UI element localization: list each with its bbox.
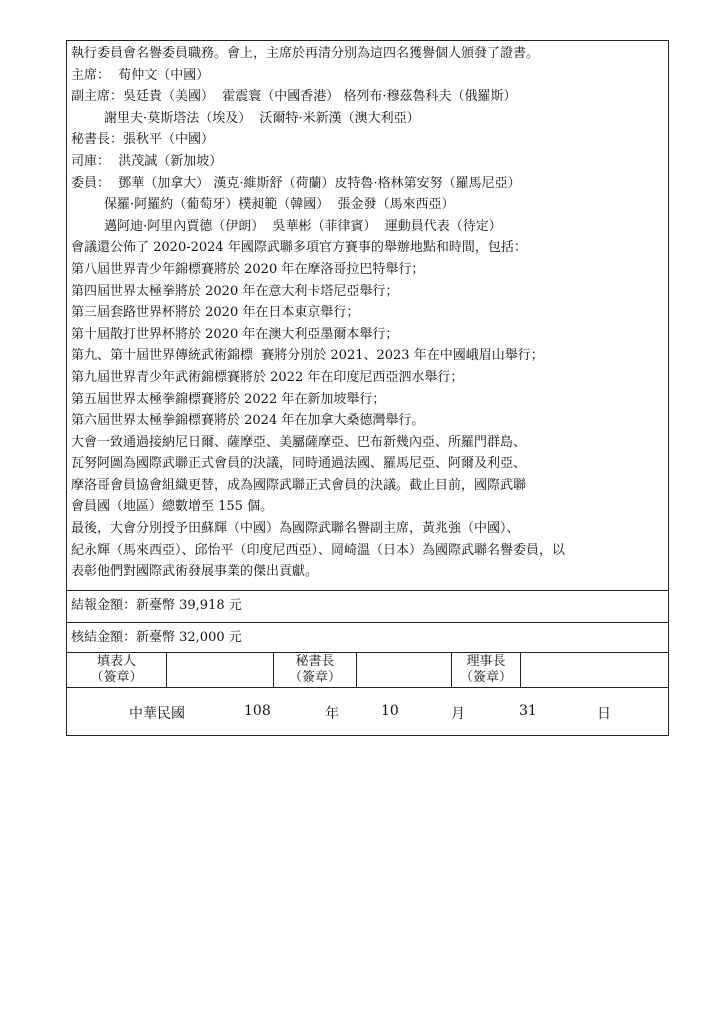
body-line: 第五屆世界太極拳錦標賽將於 2022 年在新加坡舉行； — [71, 391, 386, 407]
date-day: 31 — [519, 703, 537, 719]
chairman-label: 理事長 — [466, 654, 506, 669]
secretary-signature-box[interactable] — [357, 653, 452, 687]
body-line: 秘書長：張秋平（中國） — [71, 132, 215, 148]
date-row — [67, 688, 668, 735]
body-line: 瓦努阿圖為國際武聯正式會員的決議，同時通過法國、羅馬尼亞、阿爾及利亞、 — [71, 456, 527, 472]
chairman-label-cell — [452, 653, 521, 687]
filler-signature-box[interactable] — [167, 653, 274, 687]
filler-label: 填表人 — [96, 654, 136, 669]
body-line: 第九屆世界青少年武術錦標賽將於 2022 年在印度尼西亞泗水舉行； — [71, 369, 464, 385]
body-line: 會員國（地區）總數增至 155 個。 — [71, 499, 274, 515]
approved-amount: 核結金額：新臺幣 32,000 元 — [71, 630, 242, 645]
approved-amount-row — [67, 623, 668, 653]
body-line: 第十屆散打世界杯將於 2020 年在澳大利亞墨爾本舉行； — [71, 326, 399, 342]
body-line: 執行委員會名譽委員職務。會上，主席於再清分別為這四名獲譽個人頒發了證書。 — [71, 46, 540, 61]
body-line: 最後，大會分別授予田蘇輝（中國）為國際武聯名譽副主席，黃兆強（中國）、 — [71, 521, 520, 537]
body-line: 表彰他們對國際武術發展事業的傑出貢獻。 — [71, 564, 319, 580]
date-year: 108 — [244, 703, 271, 719]
body-line: 副主席：吳廷貴（美國） 霍震寰（中國香港） 格列布·穆茲魯科夫（俄羅斯） — [71, 89, 517, 105]
date-era: 中華民國 — [129, 706, 185, 722]
chairman-seal: （簽章） — [459, 670, 512, 685]
body-line: 委員： 鄧華（加拿大） 漢克·維斯舒（荷蘭）皮特魯·格林第安努（羅馬尼亞） — [71, 175, 521, 191]
filler-label-cell — [67, 653, 167, 687]
body-line: 謝里夫·莫斯塔法（埃及） 沃爾特·米新漢（澳大利亞） — [71, 110, 420, 126]
report-amount: 結報金額：新臺幣 39,918 元 — [71, 598, 242, 613]
body-line: 保羅·阿羅約（葡萄牙）樸昶範（韓國） 張金發（馬來西亞） — [71, 197, 455, 213]
body-line: 邁阿迪·阿里內賈德（伊朗） 吳華彬（菲律賓） 運動員代表（待定） — [71, 218, 502, 234]
body-line: 紀永輝（馬來西亞）、邱怡平（印度尼西亞）、岡崎溫（日本）為國際武聯名譽委員，以 — [71, 542, 566, 558]
body-line: 司庫： 洪茂誠（新加坡） — [71, 153, 223, 169]
secretary-label: 秘書長 — [295, 654, 335, 669]
signature-row — [67, 653, 668, 688]
body-line: 第六屆世界太極拳錦標賽將於 2024 年在加拿大桑德灣舉行。 — [71, 413, 425, 429]
body-line: 會議還公佈了 2020-2024 年國際武聯多項官方賽事的舉辦地點和時間，包括： — [71, 240, 527, 256]
date-day-unit: 日 — [597, 706, 611, 722]
body-line: 第八屆世界青少年錦標賽將於 2020 年在摩洛哥拉巴特舉行； — [71, 261, 425, 277]
secretary-seal: （簽章） — [288, 670, 341, 685]
body-line: 第三屆套路世界杯將於 2020 年在日本東京舉行； — [71, 305, 360, 321]
body-line: 大會一致通過接納尼日爾、薩摩亞、美屬薩摩亞、巴布新幾內亞、所羅門群島、 — [71, 434, 527, 450]
form-frame — [66, 40, 669, 736]
report-body — [67, 41, 668, 591]
body-line: 主席： 荀仲文（中國） — [71, 67, 210, 83]
body-line: 摩洛哥會員協會組織更替，成為國際武聯正式會員的決議。截止目前，國際武聯 — [71, 477, 527, 493]
chairman-signature-box[interactable] — [521, 653, 668, 687]
secretary-label-cell — [274, 653, 357, 687]
body-line: 第九、第十屆世界傳統武術錦標 賽將分別於 2021、2023 年在中國峨眉山舉行； — [71, 348, 544, 364]
body-line: 第四屆世界太極拳將於 2020 年在意大利卡塔尼亞舉行； — [71, 283, 399, 299]
report-amount-row — [67, 591, 668, 623]
filler-seal: （簽章） — [90, 670, 143, 685]
date-month: 10 — [381, 703, 399, 719]
date-month-unit: 月 — [451, 706, 465, 722]
date-year-unit: 年 — [325, 706, 339, 722]
